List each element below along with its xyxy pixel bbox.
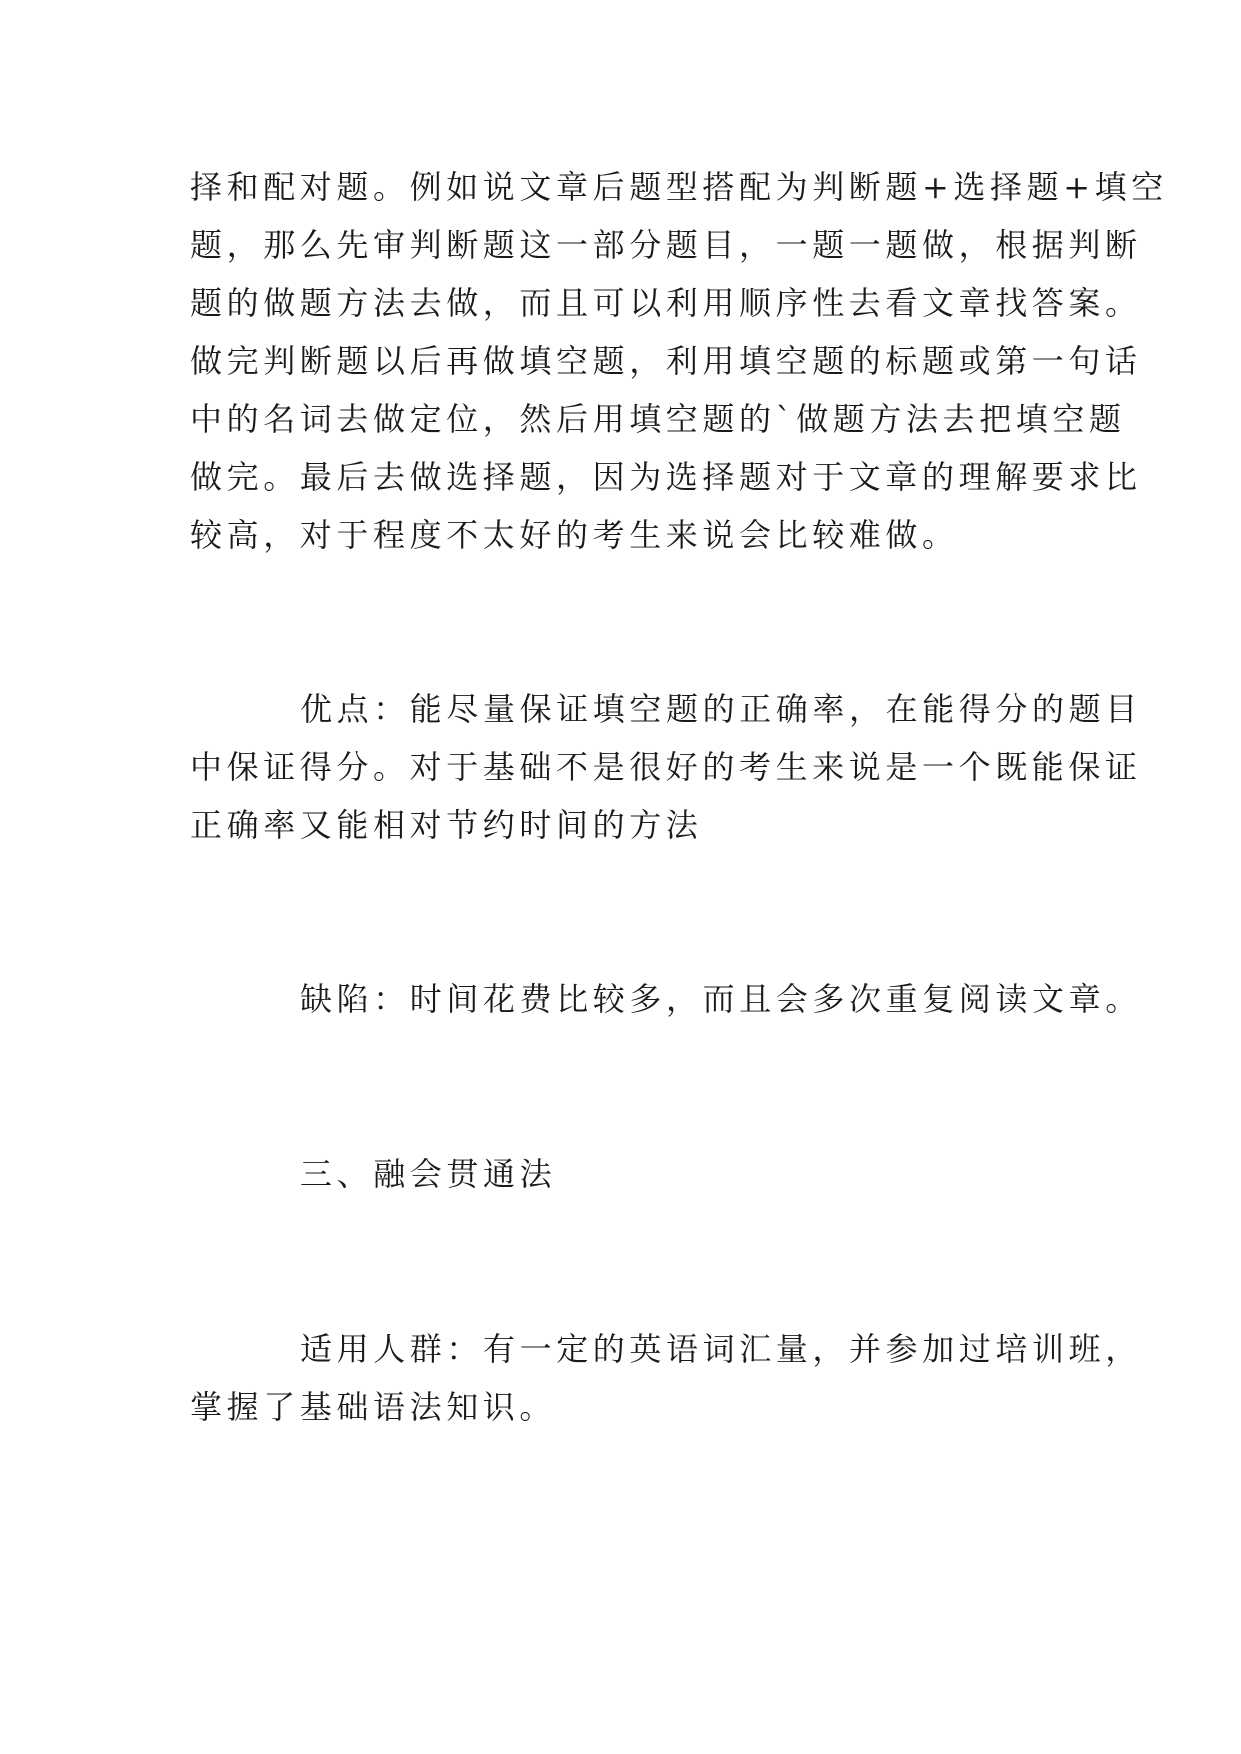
text-line: 中的名词去做定位，然后用填空题的`做题方法去把填空题 <box>190 400 1126 438</box>
paragraph-advantages <box>190 680 1142 854</box>
section-title: 三、融会贯通法 <box>300 1155 557 1193</box>
text-line: 做完判断题以后再做填空题，利用填空题的标题或第一句话 <box>190 342 1142 380</box>
text-line: 缺陷：时间花费比较多，而且会多次重复阅读文章。 <box>300 980 1142 1018</box>
text-line: 做完。最后去做选择题，因为选择题对于文章的理解要求比 <box>190 458 1142 496</box>
paragraph-reading-method <box>190 158 1168 564</box>
text-line: 优点：能尽量保证填空题的正确率，在能得分的题目 <box>300 690 1142 728</box>
text-line: 题，那么先审判断题这一部分题目，一题一题做，根据判断 <box>190 226 1142 264</box>
text-line: 掌握了基础语法知识。 <box>190 1388 557 1426</box>
text-line: 较高，对于程度不太好的考生来说会比较难做。 <box>190 516 959 554</box>
section-heading <box>190 1145 1058 1203</box>
paragraph-disadvantages <box>190 970 1142 1028</box>
text-line: 题的做题方法去做，而且可以利用顺序性去看文章找答案。 <box>190 284 1142 322</box>
paragraph-target-audience <box>190 1320 1142 1436</box>
text-line: 正确率又能相对节约时间的方法 <box>190 806 703 844</box>
text-line: 中保证得分。对于基础不是很好的考生来说是一个既能保证 <box>190 748 1142 786</box>
text-line: 择和配对题。例如说文章后题型搭配为判断题+选择题+填空 <box>190 168 1168 206</box>
text-line: 适用人群：有一定的英语词汇量，并参加过培训班， <box>300 1330 1142 1368</box>
